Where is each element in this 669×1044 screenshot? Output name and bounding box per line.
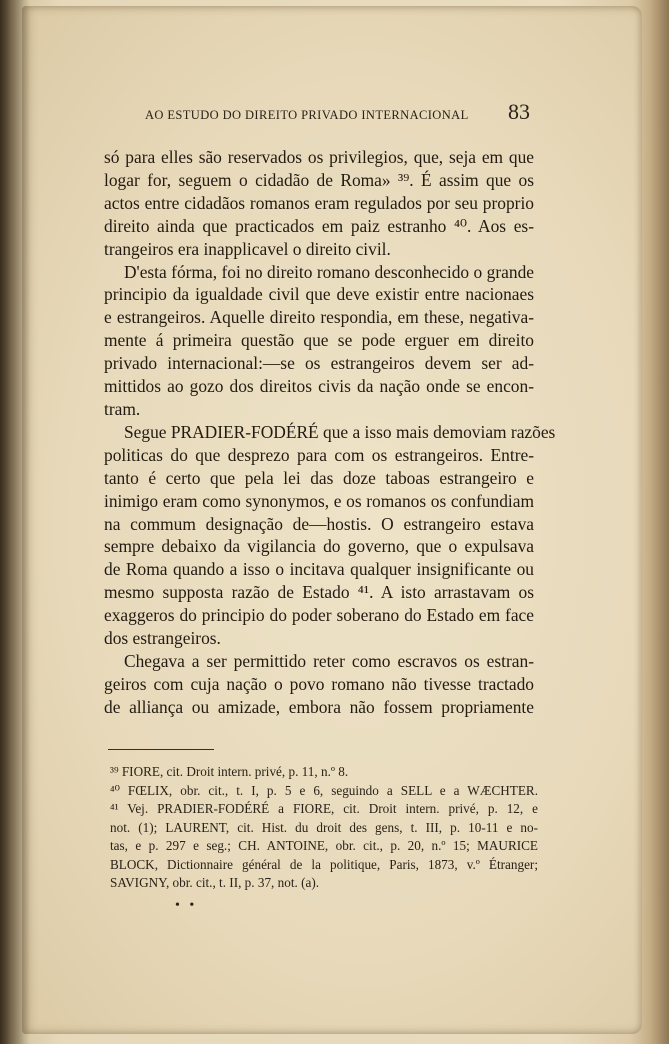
footnote-line: BLOCK, Dictionnaire général de la politique, Paris, 1873, v.º Étranger; xyxy=(110,856,538,872)
text-line: logar for, seguem o cidadão de Roma» ³⁹. É assim que os xyxy=(104,169,534,190)
spine-shadow xyxy=(0,0,30,1044)
text-line: de Roma quando a isso o incitava qualquer insignificante ou xyxy=(104,559,534,580)
text-line: direito ainda que practicados em paiz estranho ⁴⁰. Aos es- xyxy=(104,215,534,236)
text-line: de alliança ou amizade, embora não fossem propriamente xyxy=(104,696,534,717)
footnote-separator xyxy=(108,749,214,750)
text-line: principio da igualdade civil que deve existir entre nacionaes xyxy=(104,284,534,305)
text-line: mittidos ao gozo dos direitos civis da nação onde se encon- xyxy=(104,376,534,397)
text-line: e estrangeiros. Aquelle direito respondia, em these, negativa- xyxy=(104,307,534,328)
page-number: 83 xyxy=(508,99,530,124)
text-line: actos entre cidadãos romanos eram regulados por seu proprio xyxy=(104,192,534,213)
text-line: tanto é certo que pela lei das doze taboas estrangeiro e xyxy=(104,467,534,488)
text-line: inimigo eram como synonymos, e os romanos os confundiam xyxy=(104,490,534,511)
footnote-41: ⁴¹ Vej. PRADIER-FODÉRÉ a FIORE, cit. Droit intern. privé, p. 12, e xyxy=(110,801,538,816)
footnote-39: ³⁹ FIORE, cit. Droit intern. privé, p. 11, n.º 8. xyxy=(110,764,349,779)
signature-mark: • • xyxy=(175,898,198,913)
running-head: AO ESTUDO DO DIREITO PRIVADO INTERNACIONAL xyxy=(145,108,469,122)
footnote-line: not. (1); LAURENT, cit. Hist. du droit des gens, t. III, p. 10-11 e no- xyxy=(110,819,538,835)
text-line: Chegava a ser permittido reter como escravos os estran- xyxy=(124,650,534,671)
text-line: sempre debaixo da vigilancia do governo, que o expulsava xyxy=(104,536,534,557)
text-line: exaggeros do principio do poder soberano do Estado em face xyxy=(104,605,534,626)
text-line: mente á primeira questão que se pode erguer em direito xyxy=(104,330,534,351)
footnote-line: tas, e p. 297 e seg.; CH. ANTOINE, obr. cit., p. 20, n.º 15; MAURICE xyxy=(110,838,538,853)
text-line: geiros com cuja nação o povo romano não tivesse tractado xyxy=(104,673,534,694)
body-text xyxy=(104,146,556,719)
text-line: na commum designação de—hostis. O estrangeiro estava xyxy=(104,513,534,534)
text-line: privado internacional:—se os estrangeiros devem ser ad- xyxy=(104,353,534,374)
text-line: trangeiros era inapplicavel o direito civil. xyxy=(104,238,391,259)
text-line: politicas do que desprezo para com os estrangeiros. Entre- xyxy=(104,444,534,465)
text-line: Segue PRADIER-FODÉRÉ que a isso mais demoviam razões xyxy=(124,421,556,442)
text-line: mesmo supposta razão de Estado ⁴¹. A isto arrastavam os xyxy=(104,582,534,603)
footnote-40: ⁴⁰ FŒLIX, obr. cit., t. I, p. 5 e 6, seguindo a SELL e a WÆCHTER. xyxy=(110,782,538,798)
footnotes xyxy=(110,763,538,893)
text-line: D'esta fórma, foi no direito romano desconhecido o grande xyxy=(124,261,534,282)
text-line: dos estrangeiros. xyxy=(104,628,221,649)
text-line: tram. xyxy=(104,398,141,419)
text-line: só para elles são reservados os privilegios, que, seja em que xyxy=(104,147,534,167)
footnote-line: SAVIGNY, obr. cit., t. II, p. 37, not. (a). xyxy=(110,875,320,890)
